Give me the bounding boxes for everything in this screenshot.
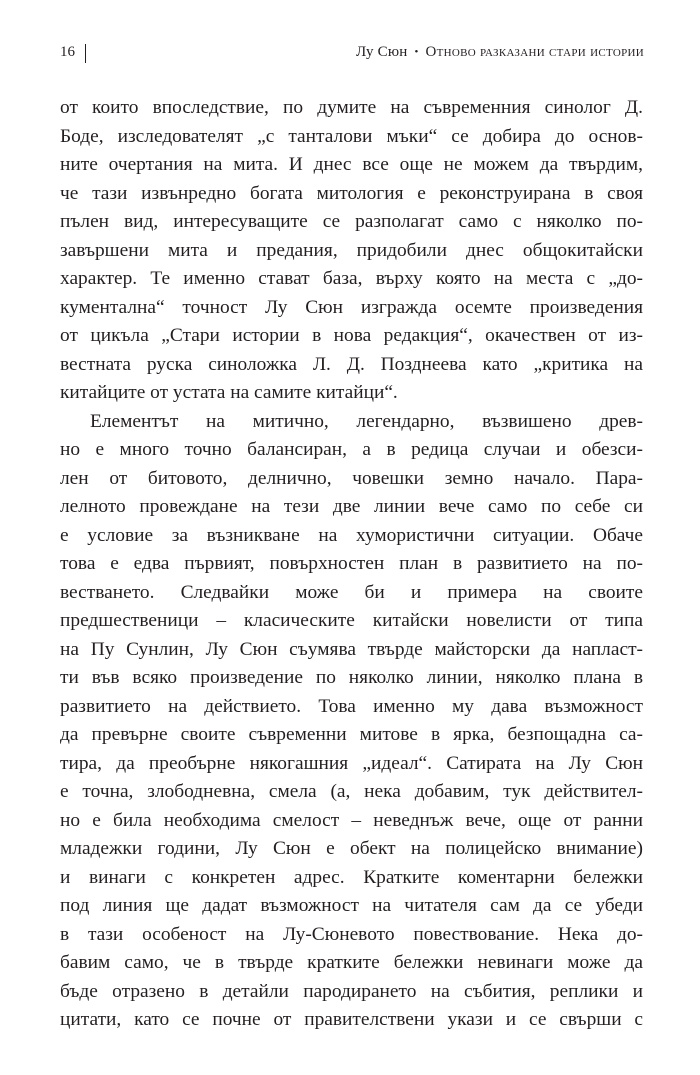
text-line: е точна, злободневна, смела (а, нека добавим, тук действител- bbox=[60, 781, 643, 802]
text-line: завършени мита и предания, придобили днес общокитайски bbox=[60, 239, 643, 261]
text-line: вестването. Следвайки може би и примера на своите bbox=[60, 581, 643, 603]
text-line: Елементът на митично, легендарно, възвишено древ- bbox=[90, 410, 643, 432]
running-header bbox=[60, 44, 644, 66]
text-line: това е едва първият, повърхностен план в развитието на по- bbox=[60, 553, 643, 574]
text-line: но е много точно балансиран, а в редица случаи и обезси- bbox=[60, 439, 643, 460]
text-line: пълен вид, интересуващите се разполагат само с няколко по- bbox=[60, 211, 643, 232]
text-line: ти във всяко произведение по няколко линии, няколко плана в bbox=[60, 667, 643, 688]
text-line: да превърне своите съвременни митове в ярка, безпощадна са- bbox=[60, 724, 643, 745]
body-text bbox=[60, 94, 643, 1035]
text-line: кументална“ точност Лу Сюн изгражда осемте произведения bbox=[60, 296, 643, 318]
text-line: развитието на действието. Това именно му дава възможност bbox=[60, 695, 643, 717]
text-line: ните очертания на мита. И днес все още не можем да твърдим, bbox=[60, 154, 643, 175]
text-line: характер. Те именно стават база, върху която на места с „до- bbox=[60, 268, 643, 289]
text-line: на Пу Сунлин, Лу Сюн съумява твърде майсторски да напласт- bbox=[60, 638, 643, 660]
header-bullet: • bbox=[414, 46, 419, 58]
author-name: Лу Сюн bbox=[356, 44, 408, 60]
text-line: и винаги с конкретен адрес. Кратките коментарни бележки bbox=[60, 866, 643, 888]
text-line: от цикъла „Стари истории в нова редакция“, окачествен от из- bbox=[60, 325, 643, 346]
text-line: младежки години, Лу Сюн е обект на полицейско внимание) bbox=[60, 838, 643, 859]
text-line: бавим само, че в твърде кратките бележки невинаги може да bbox=[60, 952, 643, 973]
running-head bbox=[356, 44, 644, 61]
text-line: е условие за възникване на хумористични ситуации. Обаче bbox=[60, 524, 643, 546]
text-line: от които впоследствие, по думите на съвременния синолог Д. bbox=[60, 97, 643, 118]
text-line: предшественици – класическите китайски новелисти от типа bbox=[60, 610, 643, 631]
text-line: но е била необходима смелост – неведнъж вече, още от ранни bbox=[60, 809, 643, 831]
text-line: че тази извънредно богата митология е реконструирана в своя bbox=[60, 182, 643, 204]
header-divider bbox=[85, 44, 86, 63]
text-line: бъде отразено в детайли пародирането на събития, реплики и bbox=[60, 980, 643, 1002]
text-line: китайците от устата на самите китайци“. bbox=[60, 382, 398, 403]
paragraph bbox=[60, 408, 643, 1035]
text-line: Боде, изследователят „с танталови мъки“ се добира до основ- bbox=[60, 125, 643, 147]
paragraph bbox=[60, 94, 643, 408]
text-line: в тази особеност на Лу-Сюневото повествование. Нека до- bbox=[60, 923, 643, 945]
text-line: лелното провеждане на тези две линии вече само по себе си bbox=[60, 496, 643, 517]
text-line: вестната руска синоложка Л. Д. Позднеева като „критика на bbox=[60, 353, 643, 375]
text-line: лен от битовото, делнично, човешки земно начало. Пара- bbox=[60, 467, 643, 489]
text-line: тира, да преобърне някогашния „идеал“. Сатирата на Лу Сюн bbox=[60, 752, 643, 774]
text-line: цитати, като се почне от правителствени укази и се свърши с bbox=[60, 1009, 643, 1030]
text-line: под линия ще дадат възможност на читателя сам да се убеди bbox=[60, 895, 643, 916]
page-number: 16 bbox=[60, 44, 75, 60]
book-title: Отново разказани стари истории bbox=[425, 44, 644, 60]
